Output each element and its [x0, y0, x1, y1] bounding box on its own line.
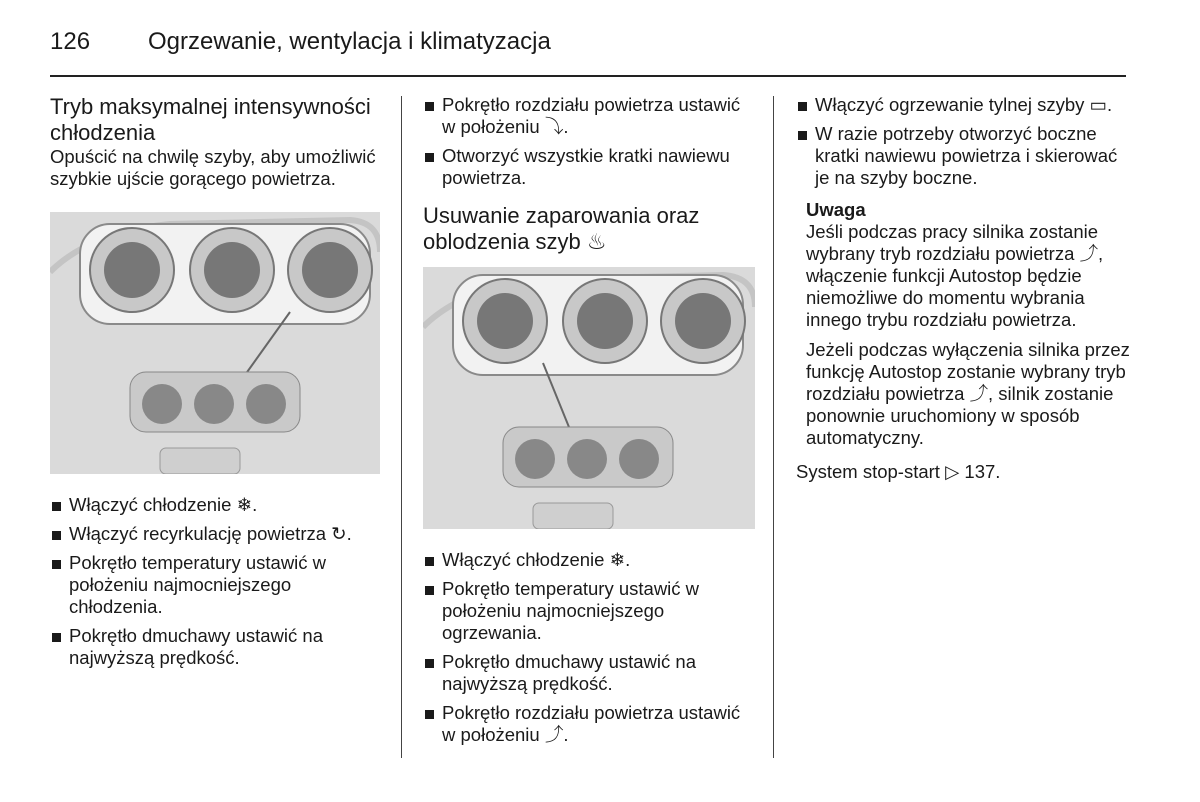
- list-item: Włączyć recyrkulację powietrza ↻.: [50, 523, 380, 545]
- section-heading: Tryb maksymalnej intensywności chłodzenia: [50, 94, 371, 145]
- air-distribution-list: [423, 94, 755, 189]
- list-item: Włączyć chłodzenie ❄.: [50, 494, 380, 516]
- list-item: W razie potrzeby otworzyć boczne kratki nawiewu powietrza i skierować je na szyby boczne.: [796, 123, 1131, 189]
- list-item: Pokrętło dmuchawy ustawić na najwyższą prędkość.: [50, 625, 380, 669]
- chapter-title: Ogrzewanie, wentylacja i klimatyzacja: [148, 28, 551, 55]
- column-3: [796, 94, 1131, 483]
- intro-paragraph: Opuścić na chwilę szyby, aby umożliwić szybkie ujście gorącego powietrza.: [50, 146, 376, 189]
- note-paragraph: Jeżeli podczas wyłączenia silnika przez funkcję Autostop zostanie wybrany tryb rozdziału powietrza ⤴, silnik zostanie ponownie uruchomiony w sposób automatyczny.: [806, 339, 1130, 448]
- column-1: [50, 94, 380, 676]
- page-header: [50, 24, 1126, 76]
- defrost-steps-list: [423, 549, 755, 746]
- column-divider: [773, 96, 774, 758]
- list-item: Włączyć chłodzenie ❄.: [423, 549, 755, 571]
- climate-control-illustration: [423, 267, 755, 529]
- rear-window-list: [796, 94, 1131, 189]
- column-divider: [401, 96, 402, 758]
- list-item: Pokrętło rozdziału powietrza ustawić w położeniu ⤵.: [423, 94, 755, 138]
- note-body: [796, 221, 1131, 449]
- note-title: Uwaga: [806, 199, 866, 220]
- column-2: [423, 94, 755, 753]
- list-item: Otworzyć wszystkie kratki nawiewu powietrza.: [423, 145, 755, 189]
- list-item: Pokrętło dmuchawy ustawić na najwyższą prędkość.: [423, 651, 755, 695]
- page-number: 126: [50, 28, 91, 55]
- cooling-steps-list: [50, 494, 380, 669]
- list-item: Pokrętło rozdziału powietrza ustawić w położeniu ⤴.: [423, 702, 755, 746]
- list-item: Pokrętło temperatury ustawić w położeniu najmocniejszego ogrzewania.: [423, 578, 755, 644]
- cross-reference: System stop-start ▷ 137.: [796, 461, 1001, 482]
- header-rule: [50, 75, 1126, 77]
- list-item: Pokrętło temperatury ustawić w położeniu najmocniejszego chłodzenia.: [50, 552, 380, 618]
- note-paragraph: Jeśli podczas pracy silnika zostanie wybrany tryb rozdziału powietrza ⤴, włączenie funkcji Autostop będzie niemożliwe do momentu wybrania innego trybu rozdziału powietrza.: [806, 221, 1104, 330]
- climate-control-illustration: [50, 212, 380, 474]
- list-item: Włączyć ogrzewanie tylnej szyby ▭.: [796, 94, 1131, 116]
- section-heading: Usuwanie zaparowania oraz oblodzenia szyb ♨: [423, 203, 700, 254]
